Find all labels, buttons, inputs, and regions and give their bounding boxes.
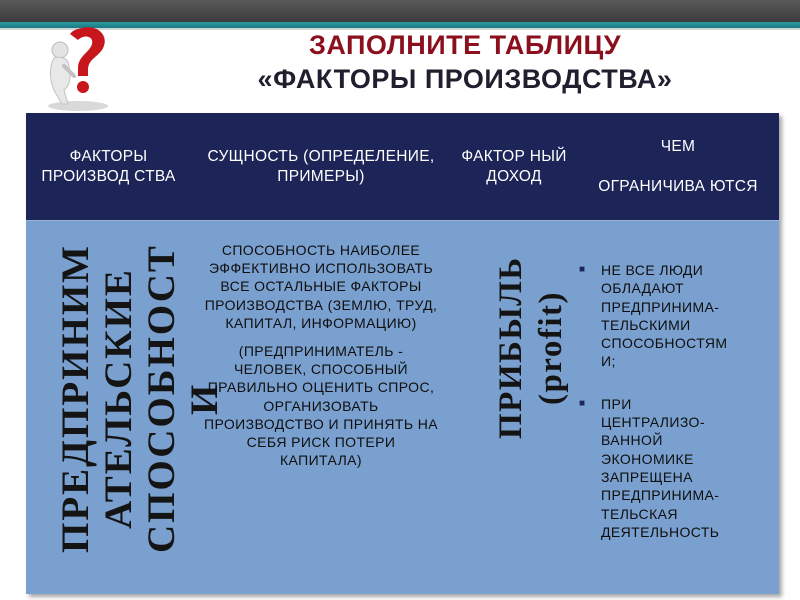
header-limits-line2: ОГРАНИЧИВА ЮТСЯ xyxy=(598,177,758,195)
header-essence: СУЩНОСТЬ (ОПРЕДЕЛЕНИЕ, ПРИМЕРЫ) xyxy=(207,147,435,185)
header-factors: ФАКТОРЫ ПРОИЗВОД СТВА xyxy=(41,147,176,185)
slide-title xyxy=(140,28,790,96)
limit-item-1: НЕ ВСЕ ЛЮДИ ОБЛАДАЮТ ПРЕДПРИНИМА- ТЕЛЬСКИМИ СПОСОБНОСТЯМ И; xyxy=(601,262,728,370)
title-line-2: «ФАКТОРЫ ПРОИЗВОДСТВА» xyxy=(257,64,673,94)
limits-cell xyxy=(579,261,779,565)
title-line-1: ЗАПОЛНИТЕ ТАБЛИЦУ xyxy=(308,30,622,60)
factor-cell: ПРЕДПРИНИМ АТЕЛЬСКИЕ СПОСОБНОСТ И xyxy=(54,244,226,553)
bullet-icon: ■ xyxy=(579,397,586,409)
header-income: ФАКТОР НЫЙ ДОХОД xyxy=(461,147,567,185)
essence-cell xyxy=(204,241,438,469)
essence-example: (ПРЕДПРИНИМАТЕЛЬ - ЧЕЛОВЕК, СПОСОБНЫЙ ПРАВИЛЬНО ОЦЕНИТЬ СПРОС, ОРГАНИЗОВАТЬ ПРОИЗВОДСТВО И ПРИНЯТЬ НА СЕБЯ РИСК ПОТЕРИ КАПИТАЛА) xyxy=(204,343,438,469)
header-limits-line1: ЧЕМ xyxy=(660,137,696,155)
limit-item-2: ПРИ ЦЕНТРАЛИЗО- ВАННОЙ ЭКОНОМИКЕ ЗАПРЕЩЕНА ПРЕДПРИНИМА- ТЕЛЬСКАЯ ДЕЯТЕЛЬНОСТЬ xyxy=(601,395,720,540)
bullet-icon: ■ xyxy=(579,264,586,275)
essence-definition: СПОСОБНОСТЬ НАИБОЛЕЕ ЭФФЕКТИВНО ИСПОЛЬЗОВАТЬ ВСЕ ОСТАЛЬНЫЕ ФАКТОРЫ ПРОИЗВОДСТВА (ЗЕМЛЮ, ТРУД, КАПИТАЛ, ИНФОРМАЦИЮ) xyxy=(204,242,438,331)
header-limits xyxy=(577,113,779,220)
question-mark-figure-icon xyxy=(38,16,122,112)
income-cell: ПРИБЫЛЬ (profit) xyxy=(493,256,569,439)
table-header-row xyxy=(26,113,779,221)
list-item xyxy=(579,395,779,541)
factors-table xyxy=(26,113,779,594)
list-item xyxy=(579,261,779,371)
